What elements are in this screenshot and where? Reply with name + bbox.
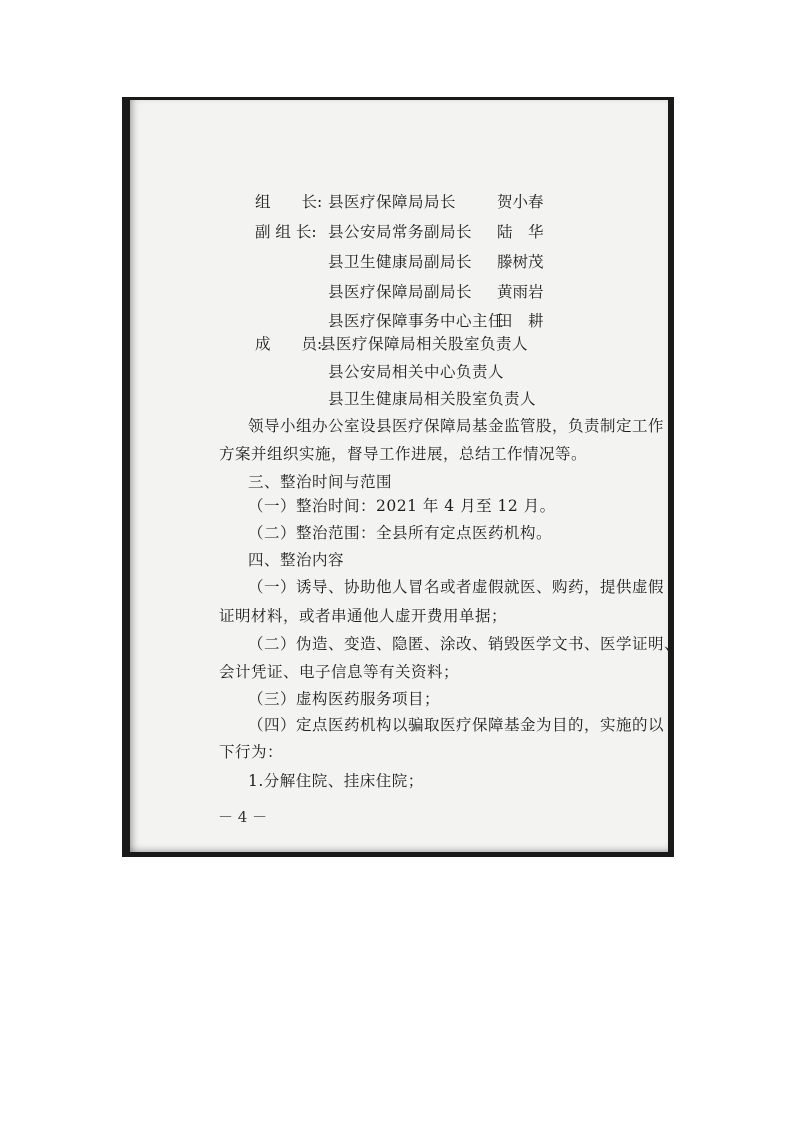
- roster-name-3: 黄雨岩: [497, 283, 544, 301]
- section4-heading: 四、整治内容: [248, 551, 345, 569]
- roster-post-4: 县医疗保障事务中心主任: [328, 312, 505, 330]
- item2-line1: （二）伪造、变造、隐匿、涂改、销毁医学文书、医学证明、: [248, 635, 681, 653]
- roster-post-3: 县医疗保障局副局长: [328, 283, 473, 301]
- roster-name-4: 田 耕: [497, 312, 544, 330]
- item1-line1: （一）诱导、协助他人冒名或者虚假就医、购药，提供虚假: [248, 578, 665, 596]
- roster-label-1: 副 组 长:: [255, 223, 317, 241]
- office-para-line2: 方案并组织实施，督导工作进展，总结工作情况等。: [219, 445, 588, 463]
- roster-post-0: 县医疗保障局局长: [328, 193, 457, 211]
- roster-post-5: 县医疗保障局相关股室负责人: [320, 335, 529, 353]
- item1-line2: 证明材料，或者串通他人虚开费用单据；: [219, 607, 508, 625]
- item4-line2: 下行为：: [219, 743, 284, 761]
- roster-name-2: 滕树茂: [497, 253, 544, 271]
- roster-label-0: 组 长:: [255, 193, 323, 211]
- item4-sub1: 1.分解住院、挂床住院；: [248, 772, 424, 790]
- item2-line2: 会计凭证、电子信息等有关资料；: [219, 663, 460, 681]
- roster-post-1: 县公安局常务副局长: [328, 223, 473, 241]
- document-page: [130, 100, 668, 852]
- item3: （三）虚构医药服务项目；: [248, 690, 441, 708]
- roster-name-1: 陆 华: [497, 223, 544, 241]
- roster-post-6: 县公安局相关中心负责人: [328, 363, 505, 381]
- roster-name-0: 贺小春: [497, 193, 544, 211]
- item4-line1: （四）定点医药机构以骗取医疗保障基金为目的，实施的以: [248, 716, 665, 734]
- section3-time: （一）整治时间：2021 年 4 月至 12 月。: [248, 497, 556, 515]
- roster-post-2: 县卫生健康局副局长: [328, 253, 473, 271]
- office-para-line1: 领导小组办公室设县医疗保障局基金监管股，负责制定工作: [248, 417, 665, 435]
- roster-post-7: 县卫生健康局相关股室负责人: [328, 390, 537, 408]
- roster-label-5: 成 员:: [255, 335, 323, 353]
- section3-heading: 三、整治时间与范围: [248, 473, 393, 491]
- section3-scope: （二）整治范围：全县所有定点医药机构。: [248, 524, 553, 542]
- page-number: － 4 －: [218, 808, 268, 826]
